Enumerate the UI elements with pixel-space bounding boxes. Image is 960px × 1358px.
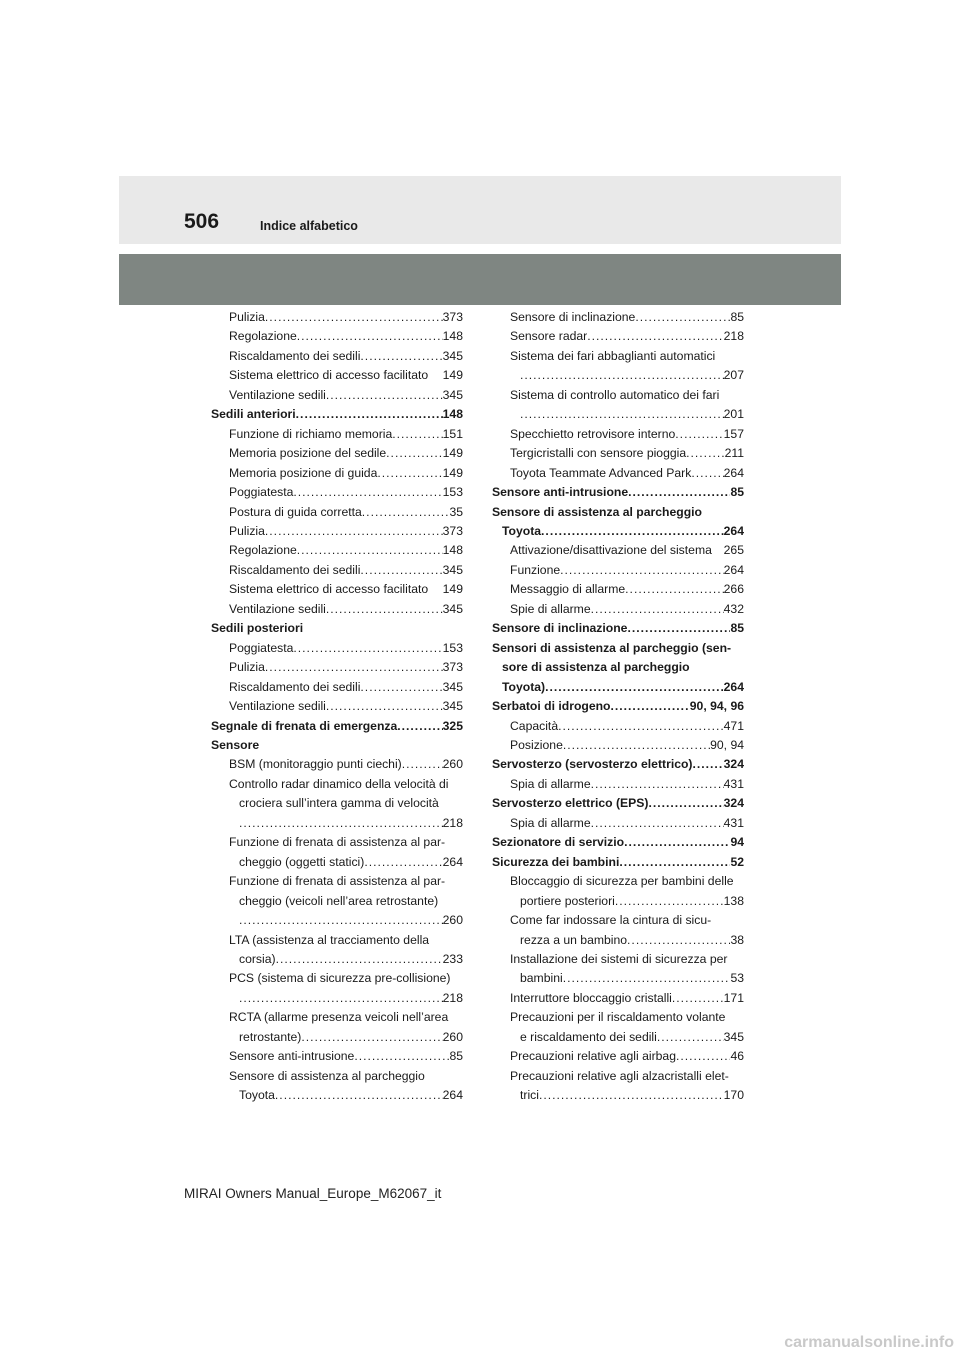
index-entry-text: Riscaldamento dei sedili (229, 679, 361, 694)
index-entry (492, 775, 744, 794)
index-entry-text: Memoria posizione di guida (229, 465, 378, 480)
index-entry (492, 697, 744, 716)
index-entry-text: Tergicristalli con sensore pioggia (510, 446, 687, 461)
index-entry-text: Precauzioni relative agli alzacristalli elet- (510, 1068, 729, 1083)
index-entry (211, 639, 463, 658)
index-entry-page: 218 (723, 329, 744, 344)
index-entry-page: 345 (442, 348, 463, 363)
index-entry (492, 872, 744, 891)
index-entry-text: Servosterzo (servosterzo elettrico) (492, 757, 693, 772)
index-entry (211, 503, 463, 522)
index-entry (211, 619, 463, 638)
index-entry-text: Pulizia (229, 310, 265, 324)
dot-leader (354, 1047, 449, 1066)
index-entry (211, 425, 463, 444)
dot-leader (239, 911, 443, 930)
index-entry (211, 1028, 463, 1047)
index-entry-page: 233 (442, 951, 463, 966)
dot-leader (364, 853, 442, 872)
index-entry (492, 308, 744, 327)
index-entry-text: Servosterzo elettrico (EPS) (492, 796, 649, 811)
index-entry-page: 324 (723, 796, 744, 811)
index-entry-text: Spia di allarme (510, 776, 591, 791)
index-entry-text: Precauzioni relative agli airbag (510, 1049, 676, 1064)
index-entry-text: Poggiatesta (229, 485, 294, 500)
index-entry (492, 755, 744, 774)
index-entry (211, 697, 463, 716)
index-entry-text: retrostante) (239, 1029, 302, 1044)
index-entry-text: Sedili anteriori (211, 407, 296, 422)
index-entry-text: Attivazione/disattivazione del sistema (510, 543, 712, 558)
index-entry-page: 345 (442, 562, 463, 577)
dot-leader (239, 989, 443, 1008)
index-entry-text: Sensori di assistenza al parcheggio (sen- (492, 640, 732, 655)
index-entry-text: Sistema di controllo automatico dei fari (510, 387, 720, 402)
index-entry-text: LTA (assistenza al tracciamento della (229, 932, 430, 947)
index-entry-page: 211 (724, 446, 744, 461)
dot-leader (587, 327, 723, 346)
dot-leader (648, 794, 723, 813)
index-entry (211, 1086, 463, 1105)
index-entry (492, 327, 744, 346)
index-entry (492, 1086, 744, 1105)
dot-leader (693, 755, 724, 774)
index-entry (211, 717, 463, 736)
index-entry-text: Ventilazione sedili (229, 601, 326, 616)
index-entry-text: Sedili posteriori (211, 621, 304, 636)
dot-leader (691, 464, 723, 483)
index-entry (211, 892, 463, 911)
dot-leader (624, 833, 730, 852)
index-entry-text: Sistema dei fari abbaglianti automatici (510, 348, 716, 363)
index-entry-page: 373 (442, 660, 463, 675)
index-entry-page: 431 (723, 776, 744, 791)
index-entry-page: 138 (723, 893, 744, 908)
index-entry-text: rezza a un bambino (520, 932, 628, 947)
dot-leader (675, 425, 723, 444)
index-entry-page: 85 (730, 485, 744, 500)
index-entry-page: 35 (449, 504, 463, 519)
index-entry-text: Serbatoi di idrogeno (492, 699, 611, 714)
index-entry (492, 561, 744, 580)
index-entry (211, 347, 463, 366)
dot-leader (293, 639, 442, 658)
dot-leader (326, 386, 443, 405)
index-entry-page: 201 (723, 407, 744, 422)
index-entry (211, 969, 463, 988)
index-entry-page: 260 (442, 1029, 463, 1044)
dot-leader (563, 969, 731, 988)
dot-leader (657, 1028, 724, 1047)
index-entry (492, 911, 744, 930)
index-entry-text: Sensore di inclinazione (492, 621, 628, 636)
index-entry-text: Sensore anti-intrusione (492, 485, 629, 500)
index-entry-page: 373 (442, 523, 463, 538)
index-entry-page: 345 (442, 679, 463, 694)
dot-leader (591, 814, 724, 833)
index-entry (211, 853, 463, 872)
index-entry-page: 149 (442, 368, 463, 383)
index-entry-text: Sensore di inclinazione (510, 310, 636, 324)
index-entry-text: Come far indossare la cintura di sicu- (510, 913, 712, 928)
index-entry (211, 931, 463, 950)
index-entry-text: Funzione di richiamo memoria (229, 426, 393, 441)
dot-leader (326, 697, 443, 716)
index-entry-text: e riscaldamento dei sedili (520, 1029, 657, 1044)
index-entry-text: Sensore anti-intrusione (229, 1049, 355, 1064)
index-entry-page: 148 (442, 543, 463, 558)
index-entry (492, 580, 744, 599)
index-entry (211, 483, 463, 502)
section-title: Indice alfabetico (260, 219, 358, 233)
index-entry (211, 833, 463, 852)
index-entry-text: Segnale di frenata di emergenza (211, 718, 398, 733)
index-entry-text: Funzione di frenata di assistenza al par- (229, 874, 446, 889)
index-entry (211, 600, 463, 619)
index-entry-page: 85 (730, 310, 744, 324)
dot-leader (397, 717, 442, 736)
index-entry (492, 1008, 744, 1027)
index-entry-text: sore di assistenza al parcheggio (502, 660, 690, 675)
index-entry (492, 541, 744, 560)
dot-leader (520, 366, 724, 385)
dot-leader (672, 989, 724, 1008)
index-entry (492, 464, 744, 483)
index-entry-text: Postura di guida corretta (229, 504, 362, 519)
index-entry (211, 366, 463, 385)
dot-leader (563, 736, 710, 755)
index-entry (211, 464, 463, 483)
dot-leader (293, 483, 442, 502)
index-entry (492, 989, 744, 1008)
dot-leader (635, 308, 730, 327)
index-entry-page: 218 (442, 990, 463, 1005)
index-entry-page: 431 (723, 815, 744, 830)
index-entry-text: Messaggio di allarme (510, 582, 626, 597)
index-entry-text: RCTA (allarme presenza veicoli nell’area (229, 1010, 449, 1025)
index-entry-text: Toyota Teammate Advanced Park (510, 465, 692, 480)
index-entry (211, 308, 463, 327)
index-entry-page: 264 (723, 523, 744, 538)
index-entry (492, 503, 744, 522)
page-number: 506 (184, 210, 220, 233)
dot-leader (386, 444, 442, 463)
index-entry (211, 775, 463, 794)
index-entry-page: 345 (442, 387, 463, 402)
index-entry-text: trici (520, 1088, 539, 1103)
index-entry-page: 345 (442, 699, 463, 714)
dot-leader (520, 405, 724, 424)
dot-leader (297, 541, 443, 560)
index-entry-page: 149 (442, 465, 463, 480)
index-entry (492, 833, 744, 852)
dot-leader (541, 522, 724, 541)
index-entry-page: 432 (723, 601, 744, 616)
index-entry (492, 892, 744, 911)
index-entry-text: Bloccaggio di sicurezza per bambini delle (510, 874, 734, 889)
index-entry-page: 264 (442, 1088, 463, 1103)
dot-leader (276, 950, 443, 969)
index-entry-text: Spia di allarme (510, 815, 591, 830)
dot-leader (627, 619, 730, 638)
index-entry-text: Riscaldamento dei sedili (229, 348, 361, 363)
dot-leader (392, 425, 442, 444)
index-entry-text: corsia) (239, 951, 276, 966)
dot-leader (326, 600, 443, 619)
index-entry-page: 264 (723, 465, 744, 480)
index-entry-text: Sensore radar (510, 329, 588, 344)
index-entry-text: Installazione dei sistemi di sicurezza per (510, 951, 728, 966)
dot-leader (539, 1086, 724, 1105)
index-entry-page: 148 (442, 407, 463, 422)
index-entry-text: Poggiatesta (229, 640, 294, 655)
index-entry-text: Posizione (510, 737, 563, 752)
index-entry-page: 149 (442, 582, 463, 597)
index-entry-text: Funzione di frenata di assistenza al par- (229, 835, 446, 850)
index-entry (211, 386, 463, 405)
index-entry (492, 658, 744, 677)
dot-leader (611, 697, 690, 716)
header-band (119, 176, 841, 244)
index-entry (492, 600, 744, 619)
dot-leader (265, 308, 443, 327)
dot-leader (628, 483, 730, 502)
index-entry-text: Sezionatore di servizio (492, 835, 625, 850)
index-entry-text: Sensore di assistenza al parcheggio (492, 504, 702, 519)
footer-text: MIRAI Owners Manual_Europe_M62067_it (184, 1186, 442, 1201)
index-entry (211, 794, 463, 813)
index-entry-page: 264 (723, 562, 744, 577)
index-entry-text: Sistema elettrico di accesso facilitato (229, 368, 429, 383)
index-entry-page: 471 (723, 718, 744, 733)
index-entry-page: 170 (723, 1088, 744, 1103)
index-entry-text: Pulizia (229, 523, 265, 538)
index-entry-text: Regolazione (229, 543, 297, 558)
index-entry (492, 931, 744, 950)
index-entry-text: Memoria posizione del sedile (229, 446, 387, 461)
index-entry-page: 38 (730, 932, 744, 947)
index-entry (492, 425, 744, 444)
index-entry-page: 148 (442, 329, 463, 344)
index-entry (211, 814, 463, 833)
index-entry-text: cheggio (veicoli nell’area retrostante) (239, 893, 439, 908)
index-entry (211, 755, 463, 774)
dot-leader (239, 814, 443, 833)
index-entry-page: 345 (723, 1029, 744, 1044)
index-entry (211, 541, 463, 560)
dot-leader (545, 678, 724, 697)
dot-leader (560, 561, 724, 580)
index-entry-page: 373 (442, 310, 463, 324)
index-entry (211, 444, 463, 463)
watermark: carmanualsonline.info (784, 1334, 954, 1351)
index-entry-page: 94 (730, 835, 744, 850)
index-entry (492, 386, 744, 405)
dot-leader (301, 1028, 442, 1047)
index-entry-page: 218 (442, 815, 463, 830)
index-entry (211, 658, 463, 677)
index-entry (492, 347, 744, 366)
dot-leader (265, 522, 443, 541)
index-entry (211, 1008, 463, 1027)
index-entry-page: 260 (442, 913, 463, 928)
index-entry-text: PCS (sistema di sicurezza pre-collisione) (229, 971, 451, 986)
index-entry-text: Precauzioni per il riscaldamento volante (510, 1010, 726, 1025)
index-entry (211, 736, 463, 755)
index-entry (492, 814, 744, 833)
dot-leader (296, 405, 443, 424)
index-entry-text: Sicurezza dei bambini (492, 854, 620, 869)
index-entry-text: Ventilazione sedili (229, 699, 326, 714)
index-entry-page: 149 (442, 446, 463, 461)
index-entry (492, 522, 744, 541)
index-entry (211, 678, 463, 697)
index-entry-page: 260 (442, 757, 463, 772)
index-entry-text: Capacità (510, 718, 559, 733)
dot-leader (591, 775, 724, 794)
index-entry-page: 53 (730, 971, 744, 986)
index-entry (492, 717, 744, 736)
index-entry-page: 264 (723, 679, 744, 694)
index-entry-text: Toyota) (502, 679, 546, 694)
index-entry (211, 872, 463, 891)
index-entry (492, 366, 744, 385)
index-entry (492, 619, 744, 638)
index-entry-text: BSM (monitoraggio punti ciechi) (229, 757, 402, 772)
index-entry (492, 969, 744, 988)
index-entry-page: 153 (442, 640, 463, 655)
index-entry (211, 561, 463, 580)
index-entry-text: Sensore di assistenza al parcheggio (229, 1068, 425, 1083)
index-entry-text: Pulizia (229, 660, 265, 675)
index-entry-text: cheggio (oggetti statici) (239, 854, 365, 869)
dot-leader (615, 892, 724, 911)
dot-leader (591, 600, 724, 619)
index-entry (492, 405, 744, 424)
index-entry-text: Toyota (239, 1088, 275, 1103)
index-entry (492, 639, 744, 658)
index-entry-page: 265 (723, 543, 744, 558)
index-entry-page: 157 (723, 426, 744, 441)
index-entry-page: 325 (442, 718, 463, 733)
index-entry (492, 678, 744, 697)
index-entry-text: Regolazione (229, 329, 297, 344)
index-entry (492, 1047, 744, 1066)
index-entry-page: 264 (442, 854, 463, 869)
dot-leader (619, 853, 730, 872)
index-entry (211, 522, 463, 541)
dot-leader (265, 658, 443, 677)
index-entry-text: bambini (520, 971, 563, 986)
index-entry-text: crociera sull’intera gamma di velocità (239, 796, 439, 811)
index-entry-page: 207 (723, 368, 744, 383)
dot-leader (362, 503, 450, 522)
index-entry-text: Sistema elettrico di accesso facilitato (229, 582, 429, 597)
index-entry (211, 405, 463, 424)
dot-leader (297, 327, 443, 346)
index-entry-text: Specchietto retrovisore interno (510, 426, 676, 441)
index-entry-page: 85 (730, 621, 744, 636)
dot-leader (627, 931, 730, 950)
index-entry-page: 324 (723, 757, 744, 772)
section-banner (119, 254, 841, 305)
index-entry-page: 151 (442, 426, 463, 441)
index-entry-text: Spie di allarme (510, 601, 591, 616)
dot-leader (377, 464, 442, 483)
index-column-left (211, 308, 463, 1106)
index-entry-text: portiere posteriori (520, 893, 615, 908)
index-entry-text: Controllo radar dinamico della velocità di (229, 776, 449, 791)
dot-leader (275, 1086, 443, 1105)
index-entry-text: Interruttore bloccaggio cristalli (510, 990, 672, 1005)
index-entry (492, 736, 744, 755)
dot-leader (402, 755, 443, 774)
index-entry (492, 1028, 744, 1047)
dot-leader (686, 444, 724, 463)
index-entry (492, 794, 744, 813)
index-entry (211, 911, 463, 930)
dot-leader (360, 561, 442, 580)
index-entry-page: 85 (449, 1049, 463, 1064)
index-entry-page: 90, 94, 96 (689, 699, 744, 714)
dot-leader (360, 347, 442, 366)
index-entry (211, 327, 463, 346)
index-entry (211, 950, 463, 969)
index-entry-page: 266 (723, 582, 744, 597)
index-entry-page: 345 (442, 601, 463, 616)
dot-leader (558, 717, 724, 736)
dot-leader (360, 678, 442, 697)
index-entry (492, 950, 744, 969)
index-entry (492, 483, 744, 502)
index-entry-text: Toyota (502, 523, 542, 538)
index-entry (211, 1067, 463, 1086)
dot-leader (625, 580, 723, 599)
index-entry-page: 46 (730, 1049, 744, 1064)
index-entry (211, 989, 463, 1008)
index-column-right (492, 308, 744, 1106)
index-entry-text: Riscaldamento dei sedili (229, 562, 361, 577)
index-entry-page: 52 (730, 854, 744, 869)
index-entry-page: 153 (442, 485, 463, 500)
index-entry-text: Sensore (211, 737, 260, 752)
index-entry-text: Funzione (510, 562, 561, 577)
index-entry-text: Ventilazione sedili (229, 387, 326, 402)
index-entry (211, 1047, 463, 1066)
index-entry (492, 1067, 744, 1086)
index-entry (492, 444, 744, 463)
index-entry (492, 853, 744, 872)
index-entry (211, 580, 463, 599)
dot-leader (676, 1047, 730, 1066)
index-entry-page: 90, 94 (710, 737, 744, 752)
index-entry-page: 171 (723, 990, 744, 1005)
